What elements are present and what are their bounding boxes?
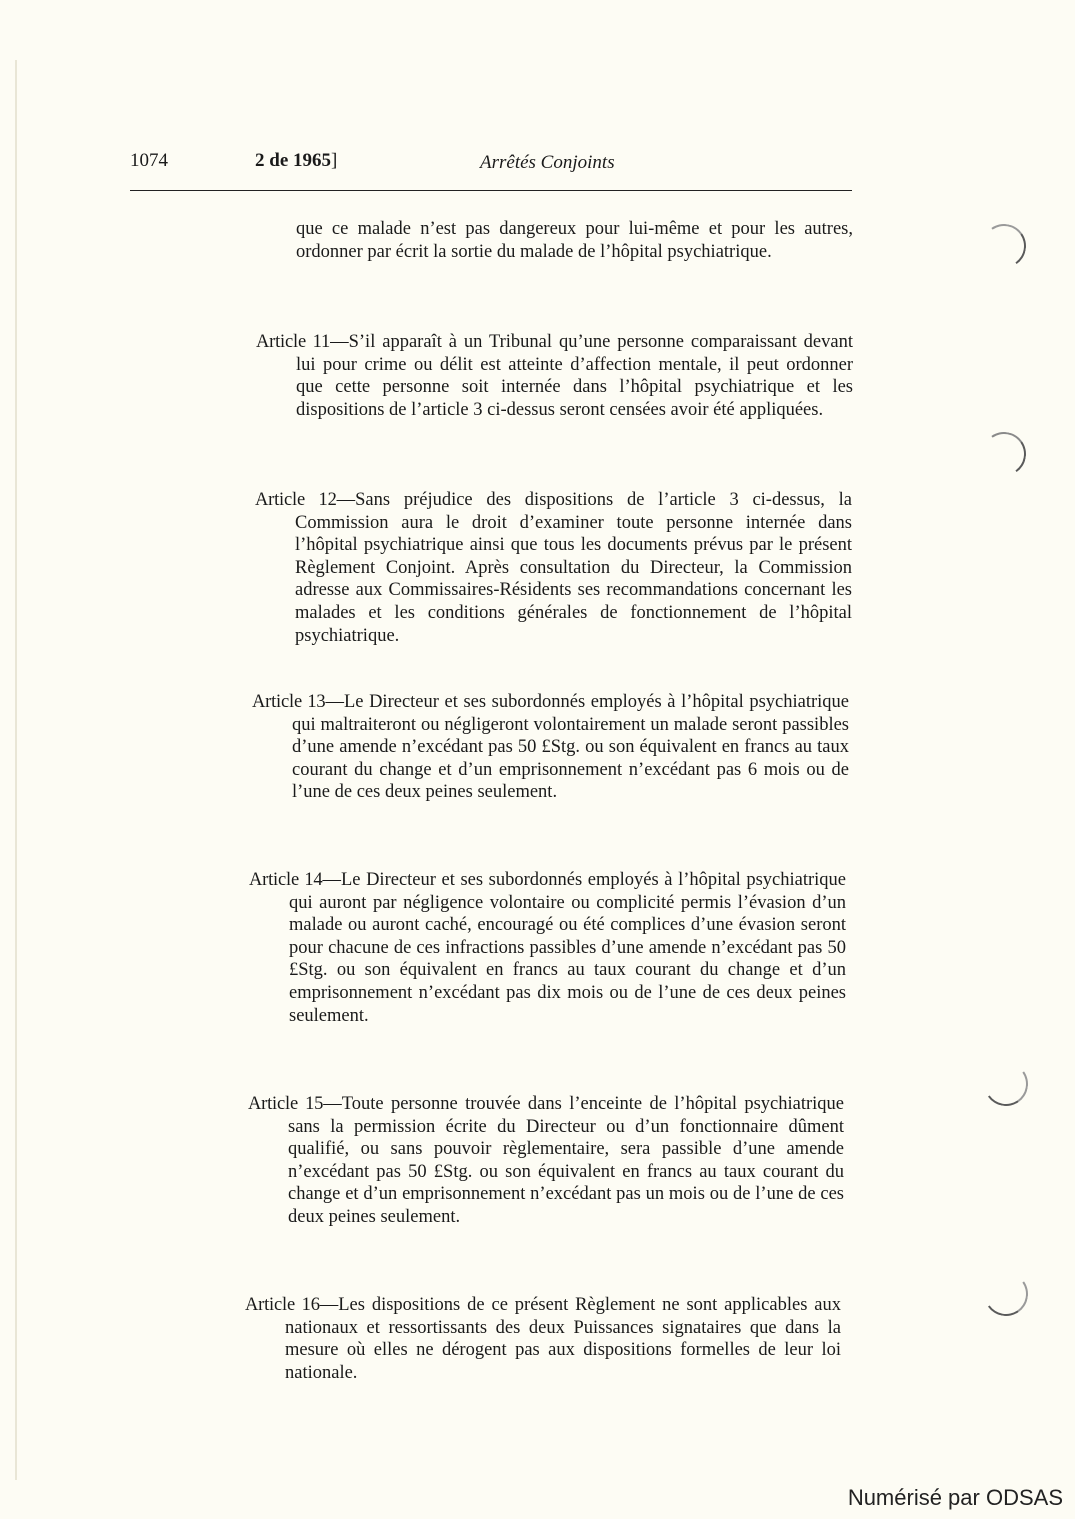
article-14 [249, 869, 846, 1027]
article-13 [252, 691, 849, 804]
article-14-text: —Le Directeur et ses subordonnés employés à l’hôpital psychiatrique qui auront par négligence volontaire ou complicité permis l’évasion d’un malade ou auront caché, encouragé ou été complices d’une évasion seront pour chacune de ces infractions passibles d’une amende n’excédant pas 50 £Stg. ou son équivalent en francs au taux courant du change et d’un emprisonnement n’excédant pas dix mois ou de l’une de ces deux peines seulement. [289, 870, 847, 1026]
intro-text: que ce malade n’est pas dangereux pour lui-même et pour les autres, ordonner par écrit la sortie du malade de l’hôpital psychiatrique. [296, 219, 853, 262]
article-12-label: Article 12 [255, 490, 337, 510]
article-11 [256, 331, 853, 421]
article-15-label: Article 15 [248, 1094, 324, 1114]
year-reference-bracket: ] [331, 150, 338, 171]
year-reference-text: 2 de 1965 [255, 150, 331, 171]
year-reference [255, 150, 337, 172]
article-14-label: Article 14 [249, 870, 323, 890]
punch-hole [979, 429, 1030, 480]
page-header [130, 150, 852, 180]
article-12-text: —Sans préjudice des dispositions de l’article 3 ci-dessus, la Commission aura le droit d’examiner toute personne internée dans l’hôpital psychiatrique ainsi que tous les documents prévus par le présent Règlement Conjoint. Après consultation du Directeur, la Commission adresse aux Commissaires-Résidents ses recommandations concernant les malades et les conditions générales de fonctionnement de l’hôpital psychiatrique. [295, 490, 852, 646]
article-13-text: —Le Directeur et ses subordonnés employés à l’hôpital psychiatrique qui maltraiteront ou négligeront volontairement un malade seront passibles d’une amende n’excédant pas 50 £Stg. ou son équivalent en francs au taux courant du change et d’un emprisonnement n’excédant pas 6 mois ou de l’une de ces deux peines seulement. [292, 692, 850, 803]
punch-hole [981, 1059, 1032, 1110]
article-16-text: —Les dispositions de ce présent Règlement ne sont applicables aux nationaux et ressortissants des deux Puissances signataires que dans la mesure où elles ne dérogent pas aux dispositions formelles de leur loi nationale. [285, 1295, 841, 1383]
page-edge [15, 60, 17, 1480]
article-13-label: Article 13 [252, 692, 326, 712]
digitization-credit: Numérisé par ODSAS [847, 1485, 1063, 1510]
page-number: 1074 [130, 150, 168, 171]
intro-paragraph [296, 218, 853, 263]
article-12 [255, 489, 852, 647]
article-11-label: Article 11 [256, 332, 331, 352]
article-16 [245, 1294, 841, 1384]
punch-hole [981, 1269, 1032, 1320]
header-rule [130, 190, 852, 191]
article-11-text: —S’il apparaît à un Tribunal qu’une personne comparaissant devant lui pour crime ou délit est atteinte d’affection mentale, il peut ordonner que cette personne soit internée dans l’hôpital psychiatrique et les dispositions de l’article 3 ci-dessus seront censées avoir été appliquées. [296, 332, 853, 420]
article-16-label: Article 16 [245, 1295, 320, 1315]
running-title: Arrêtés Conjoints [480, 152, 615, 173]
punch-hole [979, 221, 1030, 272]
article-15 [248, 1093, 844, 1229]
article-15-text: —Toute personne trouvée dans l’enceinte de l’hôpital psychiatrique sans la permission écrite du Directeur ou d’un fonctionnaire dûment qualifié, ou sans pouvoir règlementaire, sera passible d’une amende n’excédant pas 50 £Stg. ou son équivalent en francs au taux courant du change et d’un emprisonnement n’excédant pas un mois ou de l’une de ces deux peines seulement. [288, 1094, 844, 1227]
